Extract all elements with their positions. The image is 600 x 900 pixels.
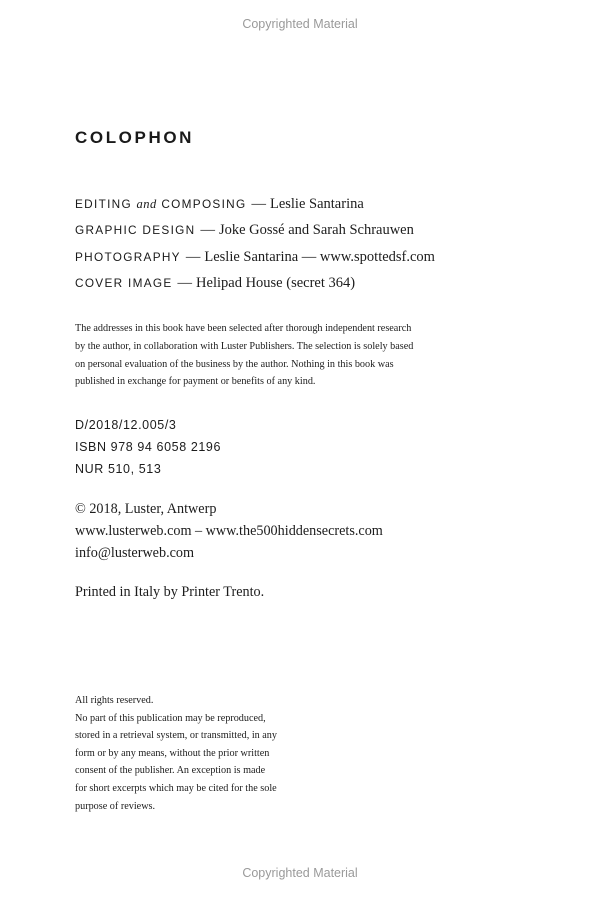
credit-separator: — xyxy=(177,274,193,291)
credit-role: PHOTOGRAPHY xyxy=(75,249,181,264)
publication-codes xyxy=(75,414,221,480)
disclaimer-line: published in exchange for payment or benefits of any kind. xyxy=(75,376,316,388)
rights-line: consent of the publisher. An exception is made xyxy=(75,765,266,777)
page-title: COLOPHON xyxy=(75,128,195,147)
credit-role: GRAPHIC DESIGN xyxy=(75,223,196,238)
email-line: info@lusterweb.com xyxy=(75,545,195,561)
credit-value: Leslie Santarina xyxy=(269,196,364,212)
credits-list xyxy=(75,194,575,299)
rights-line: stored in a retrieval system, or transmitted, in any xyxy=(75,730,277,742)
rights-paragraph xyxy=(75,692,277,815)
watermark-bottom: Copyrighted Material xyxy=(242,866,358,880)
publisher-info xyxy=(75,498,383,564)
isbn-number: ISBN 978 94 6058 2196 xyxy=(75,440,222,454)
deposit-number: D/2018/12.005/3 xyxy=(75,418,177,432)
credit-graphic-design xyxy=(75,220,575,246)
credit-value: Joke Gossé and Sarah Schrauwen xyxy=(218,222,414,239)
credit-role: COVER IMAGE xyxy=(75,275,173,290)
rights-line: form or by any means, without the prior written xyxy=(75,747,270,759)
credit-value: Leslie Santarina — www.spottedsf.com xyxy=(204,248,435,265)
rights-line: for short excerpts which may be cited for the sole xyxy=(75,782,277,794)
websites-line: www.lusterweb.com – www.the500hiddensecrets.com xyxy=(75,523,383,539)
watermark-top: Copyrighted Material xyxy=(242,17,358,31)
nur-number: NUR 510, 513 xyxy=(75,462,162,476)
disclaimer-paragraph xyxy=(75,320,495,391)
credit-separator: — xyxy=(200,222,215,239)
disclaimer-line: by the author, in collaboration with Luster Publishers. The selection is solely based xyxy=(75,340,414,352)
disclaimer-line: on personal evaluation of the business by the author. Nothing in this book was xyxy=(75,358,394,370)
printer-line: Printed in Italy by Printer Trento. xyxy=(75,584,265,600)
credit-value: Helipad House (secret 364) xyxy=(196,274,356,291)
credit-separator: — xyxy=(185,248,201,265)
credit-cover-image xyxy=(75,273,575,299)
credit-role: EDITING and COMPOSING xyxy=(75,197,247,211)
rights-line: No part of this publication may be reproduced, xyxy=(75,712,266,724)
rights-line: purpose of reviews. xyxy=(75,800,156,812)
credit-separator: — xyxy=(251,196,266,212)
disclaimer-line: The addresses in this book have been selected after thorough independent research xyxy=(75,323,412,334)
credit-editing xyxy=(75,194,575,220)
rights-line: All rights reserved. xyxy=(75,695,154,706)
credit-photography xyxy=(75,247,575,273)
copyright-line: © 2018, Luster, Antwerp xyxy=(75,501,217,517)
